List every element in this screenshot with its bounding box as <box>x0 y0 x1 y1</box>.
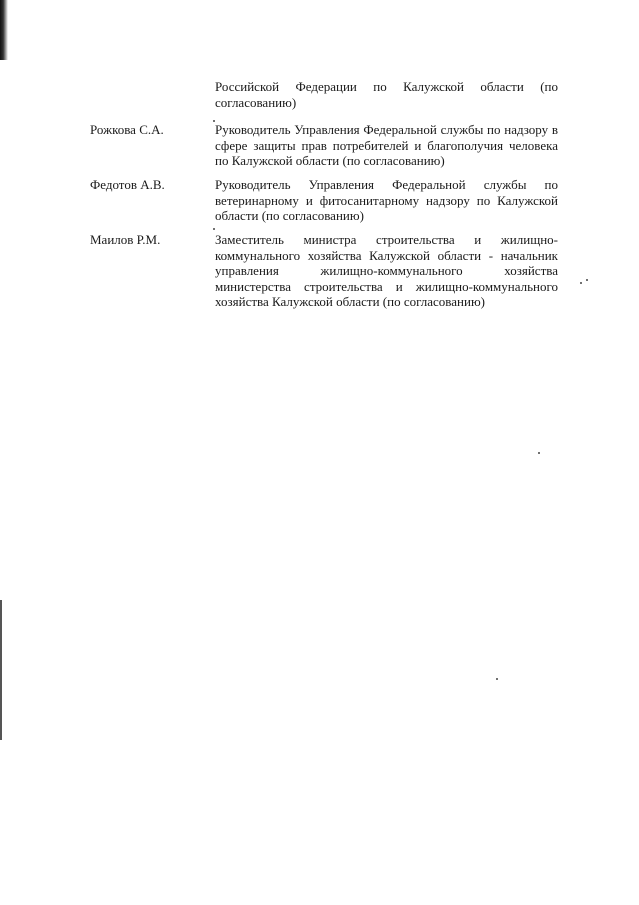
member-role: Руководитель Управления Федеральной службы по ветеринарному и фитосанитарному надзору по Калужской области (по согласованию) <box>215 177 558 223</box>
member-name: Рожкова С.А. <box>90 122 164 137</box>
member-role: Заместитель министра строительства и жилищно-коммунального хозяйства Калужской области - начальник управления жилищно-коммунального хозяйства министерства строительства и жилищно-коммунального хозяйства Калужской области (по согласованию) <box>215 232 558 309</box>
scan-speck <box>580 282 582 284</box>
scan-speck <box>213 228 215 230</box>
member-role: Российской Федерации по Калужской области (по согласованию) <box>215 79 558 110</box>
member-name: Маилов Р.М. <box>90 232 161 247</box>
scan-speck <box>538 452 540 454</box>
member-name: Федотов А.В. <box>90 177 165 192</box>
scan-speck <box>586 279 588 281</box>
scan-speck <box>496 678 498 680</box>
member-role: Руководитель Управления Федеральной службы по надзору в сфере защиты прав потребителей и благополучия человека по Калужской области (по согласованию) <box>215 122 558 168</box>
scan-edge-shadow <box>0 0 8 60</box>
scan-edge-line <box>0 600 2 740</box>
